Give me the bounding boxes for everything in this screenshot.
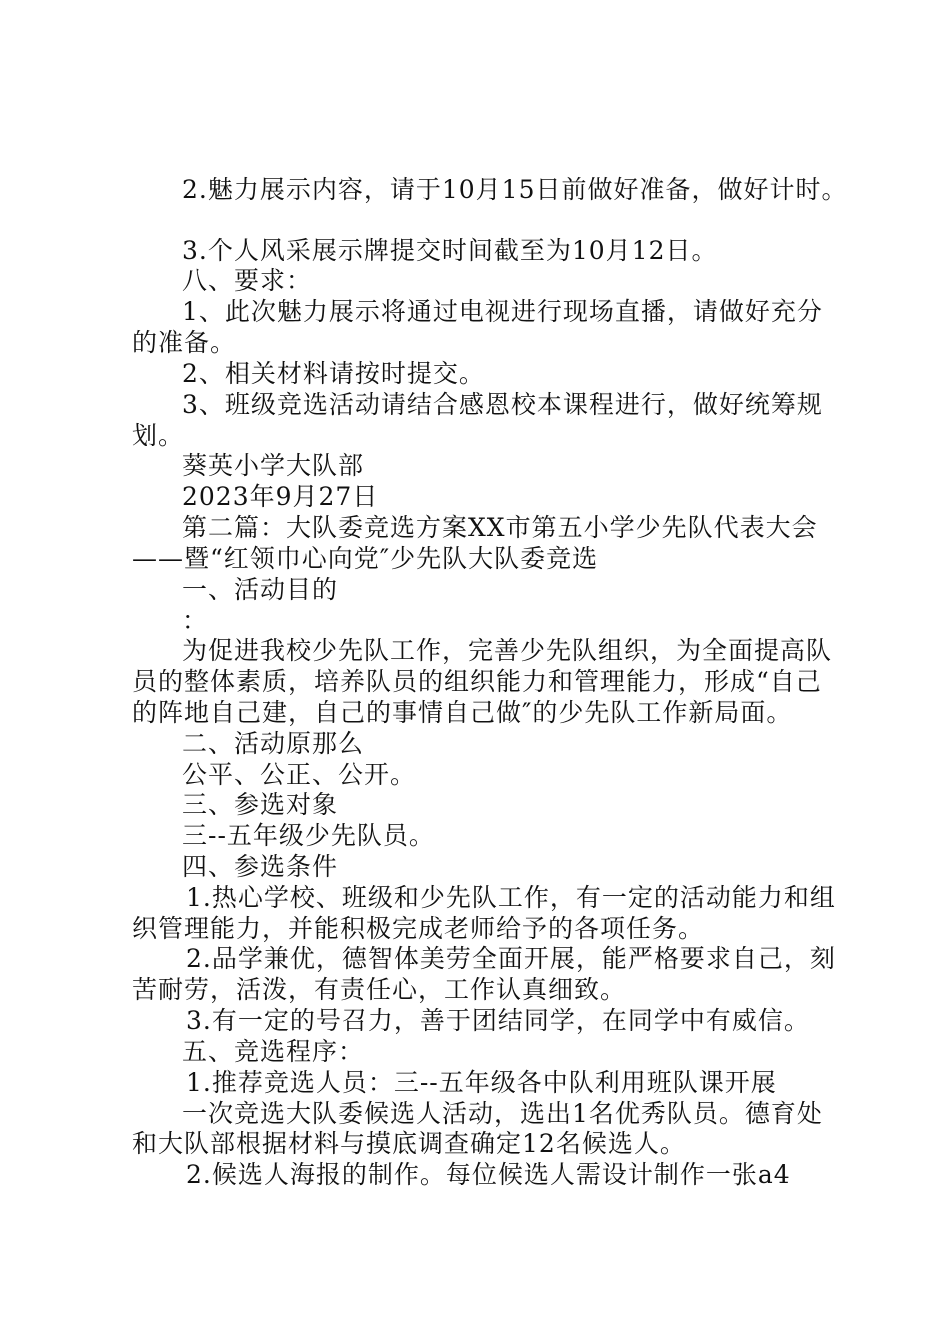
- text-line: 3、班级竞选活动请结合感恩校本课程进行，做好统筹规: [182, 390, 823, 419]
- text-line: 苦耐劳，活泼，有责任心，工作认真细致。: [132, 975, 627, 1004]
- text-line: 的准备。: [132, 328, 237, 357]
- text-line: 1.热心学校、班级和少先队工作，有一定的活动能力和组: [186, 883, 836, 912]
- text-line: 和大队部根据材料与摸底调查确定12名候选人。: [132, 1129, 686, 1158]
- text-line: 织管理能力，并能积极完成老师给予的各项任务。: [132, 914, 705, 943]
- text-line: 1.推荐竞选人员：三--五年级各中队利用班队课开展: [186, 1068, 777, 1097]
- text-line: 的阵地自己建，自己的事情自己做″的少先队工作新局面。: [132, 698, 793, 727]
- signature-organization: 葵英小学大队部: [182, 451, 365, 480]
- text-line: 3.个人风采展示牌提交时间截至为10月12日。: [182, 236, 718, 265]
- text-line: 1、此次魅力展示将通过电视进行现场直播，请做好充分: [182, 297, 823, 326]
- text-line: 2.候选人海报的制作。每位候选人需设计制作一张a4: [186, 1160, 791, 1189]
- text-line: 三--五年级少先队员。: [182, 821, 435, 850]
- text-line: 2.品学兼优，德智体美劳全面开展，能严格要求自己，刻: [186, 944, 836, 973]
- signature-date: 2023年9月27日: [182, 482, 379, 511]
- section-heading: 二、活动原那么: [182, 729, 365, 758]
- text-line: 3.有一定的号召力，善于团结同学，在同学中有威信。: [186, 1006, 810, 1035]
- document-subtitle: ——暨“红领巾心向党″少先队大队委竞选: [132, 544, 599, 573]
- text-line: 2.魅力展示内容，请于10月15日前做好准备，做好计时。: [182, 175, 848, 204]
- text-line: 划。: [132, 421, 185, 450]
- text-line: 为促进我校少先队工作，完善少先队组织，为全面提高队: [182, 636, 833, 665]
- text-line: 2、相关材料请按时提交。: [182, 359, 485, 388]
- text-line: ：: [182, 606, 209, 635]
- section-heading: 四、参选条件: [182, 852, 339, 881]
- text-line: 公平、公正、公开。: [182, 760, 417, 789]
- text-line: 一次竞选大队委候选人活动，选出1名优秀队员。德育处: [182, 1099, 823, 1128]
- section-heading: 三、参选对象: [182, 790, 339, 819]
- text-line: 员的整体素质，培养队员的组织能力和管理能力，形成“自己: [132, 667, 822, 696]
- section-heading: 五、竞选程序：: [182, 1037, 365, 1066]
- section-heading: 八、要求：: [182, 266, 313, 295]
- section-heading: 一、活动目的: [182, 575, 339, 604]
- document-title: 第二篇：大队委竞选方案XX市第五小学少先队代表大会: [182, 513, 818, 542]
